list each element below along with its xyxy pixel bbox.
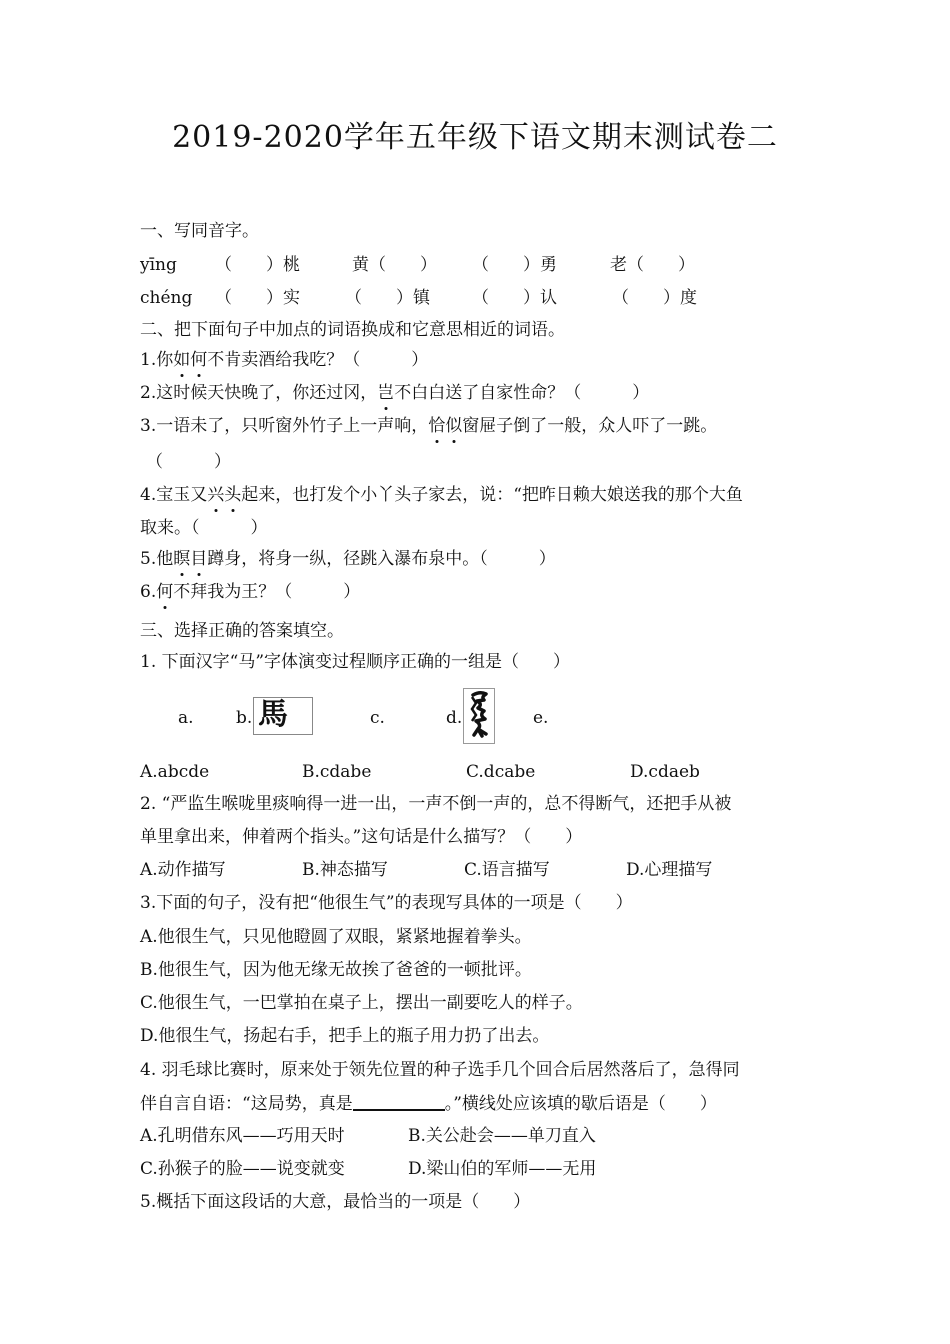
answer-blank [353, 1091, 445, 1111]
s2-question-5: 5.他瞑目蹲身，将身一纵，径跳入瀑布泉中。（ ） [140, 549, 556, 569]
s3-question-5: 5.概括下面这段话的大意，最恰当的一项是（ ） [140, 1192, 531, 1212]
q1-option-A: A.abcde [140, 762, 210, 782]
s3-question-1: 1. 下面汉字“马”字体演变过程顺序正确的一组是（ ） [140, 652, 571, 672]
ma-glyph-text: 馬 [258, 697, 288, 732]
pinyin-cheng: chéng [140, 288, 193, 308]
s3-question-2-cont: 单里拿出来，伸着两个指头。”这句话是什么描写？（ ） [140, 827, 583, 847]
q2-option-A: A.动作描写 [140, 860, 226, 880]
ying-item-a: （ ）桃 [215, 255, 300, 275]
option-label-c: c. [370, 708, 385, 728]
s3-question-4-cont: 伴自言自语：“这局势，真是 。”横线处应该填的歇后语是（ ） [140, 1091, 717, 1116]
q1-option-D: D.cdaeb [630, 762, 700, 782]
s2-question-4-cont: 取来。（ ） [140, 518, 268, 538]
s3-question-2: 2. “严监生喉咙里痰响得一进一出，一声不倒一声的，总不得断气，还把手从被 [140, 794, 732, 814]
cheng-item-b: （ ）镇 [345, 288, 430, 308]
ying-item-c: （ ）勇 [472, 255, 557, 275]
q1-option-C: C.dcabe [466, 762, 536, 782]
s2-question-4: 4.宝玉又兴头起来，也打发个小丫头子家去，说：“把昨日赖大娘送我的那个大鱼 [140, 485, 743, 505]
q4-option-C: C.孙猴子的脸——说变就变 [140, 1159, 345, 1179]
s3-question-3: 3.下面的句子，没有把“他很生气”的表现写具体的一项是（ ） [140, 893, 633, 913]
s2-question-2: 2.这时候天快晚了，你还过冈，岂不白白送了自家性命？（ ） [140, 383, 650, 403]
q3-option-D: D.他很生气，扬起右手，把手上的瓶子用力扔了出去。 [140, 1026, 550, 1046]
s2-question-3-blank: （ ） [146, 452, 231, 472]
q3-option-A: A.他很生气，只见他瞪圆了双眼，紧紧地握着拳头。 [140, 927, 532, 947]
section-2-heading: 二、把下面句子中加点的词语换成和它意思相近的词语。 [140, 320, 565, 340]
s3-question-4: 4. 羽毛球比赛时，原来处于领先位置的种子选手几个回合后居然落后了，急得同 [140, 1060, 740, 1080]
pinyin-ying: yīng [140, 255, 177, 275]
ying-item-d: 老（ ） [610, 255, 695, 275]
q2-option-B: B.神态描写 [302, 860, 388, 880]
ying-item-b: 黄（ ） [352, 255, 437, 275]
ma-traditional-glyph [253, 697, 313, 735]
s2-question-1: 1.你如何不肯卖酒给我吃？（ ） [140, 350, 429, 370]
page-title: 2019-2020学年五年级下语文期末测试卷二 [172, 120, 778, 155]
q3-option-B: B.他很生气，因为他无缘无故挨了爸爸的一顿批评。 [140, 960, 532, 980]
q2-option-D: D.心理描写 [626, 860, 713, 880]
q2-option-C: C.语言描写 [464, 860, 550, 880]
cheng-item-c: （ ）认 [472, 288, 557, 308]
cheng-item-d: （ ）度 [612, 288, 697, 308]
q4-option-D: D.梁山伯的军师——无用 [408, 1159, 597, 1179]
section-3-heading: 三、选择正确的答案填空。 [140, 621, 344, 641]
section-1-heading: 一、写同音字。 [140, 221, 259, 241]
q4-option-B: B.关公赴会——单刀直入 [408, 1126, 596, 1146]
q3-option-C: C.他很生气，一巴掌拍在桌子上，摆出一副要吃人的样子。 [140, 993, 583, 1013]
cheng-item-a: （ ）实 [215, 288, 300, 308]
s2-question-3: 3.一语未了，只听窗外竹子上一声响，恰似窗屉子倒了一般，众人吓了一跳。 [140, 416, 718, 436]
option-label-b: b. [236, 708, 253, 728]
s2-question-6: 6.何不拜我为王？（ ） [140, 582, 361, 602]
option-label-e: e. [533, 708, 549, 728]
option-label-d: d. [446, 708, 463, 728]
option-label-a: a. [178, 708, 194, 728]
q4-option-A: A.孔明借东风——巧用天时 [140, 1126, 345, 1146]
ma-pictograph-glyph [463, 688, 495, 744]
q1-option-B: B.cdabe [302, 762, 372, 782]
